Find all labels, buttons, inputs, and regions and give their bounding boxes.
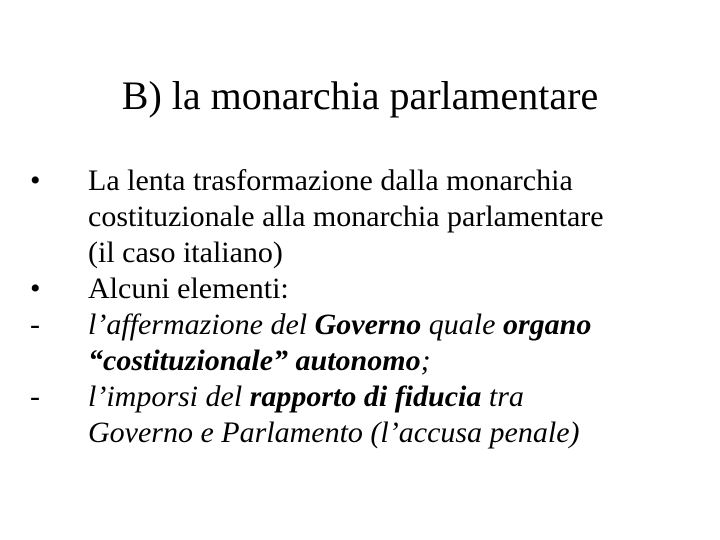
dash-1-line-2 (88, 343, 710, 379)
bullet-item-1 (30, 163, 710, 271)
dash-2-line-2: Governo e Parlamento (l’accusa penale) (88, 416, 580, 449)
bullet-2-line-1: Alcuni elementi: (88, 272, 289, 305)
dash-item-2 (30, 379, 710, 451)
bullet-1-line-2: costituzionale alla monarchia parlamentare (88, 200, 604, 233)
bullet-1-line-3: (il caso italiano) (88, 236, 283, 269)
bold-term-rapporto-di-fiducia: rapporto di fiducia (249, 380, 482, 413)
dash-1-line-1 (88, 307, 710, 343)
bold-term-organo: organo (502, 308, 592, 341)
dash-item-1 (30, 307, 710, 379)
bullet-list (30, 163, 710, 451)
bullet-item-2 (30, 271, 710, 307)
text-segment: l’imporsi del (88, 380, 250, 413)
dash-marker: - (30, 380, 40, 413)
slide-title: B) la monarchia parlamentare (121, 73, 599, 118)
text-segment: tra (481, 380, 524, 413)
bullet-marker: • (30, 164, 41, 197)
bullet-marker: • (30, 272, 41, 305)
text-segment: l’affermazione del (88, 308, 315, 341)
bullet-1-line-1: La lenta trasformazione dalla monarchia (88, 164, 573, 197)
bold-term-autonomo: “costituzionale” autonomo (88, 344, 421, 377)
text-segment: ; (420, 344, 431, 377)
bold-term-governo: Governo (314, 308, 422, 341)
dash-marker: - (30, 308, 40, 341)
dash-2-line-1 (88, 379, 710, 415)
text-segment: quale (421, 308, 503, 341)
